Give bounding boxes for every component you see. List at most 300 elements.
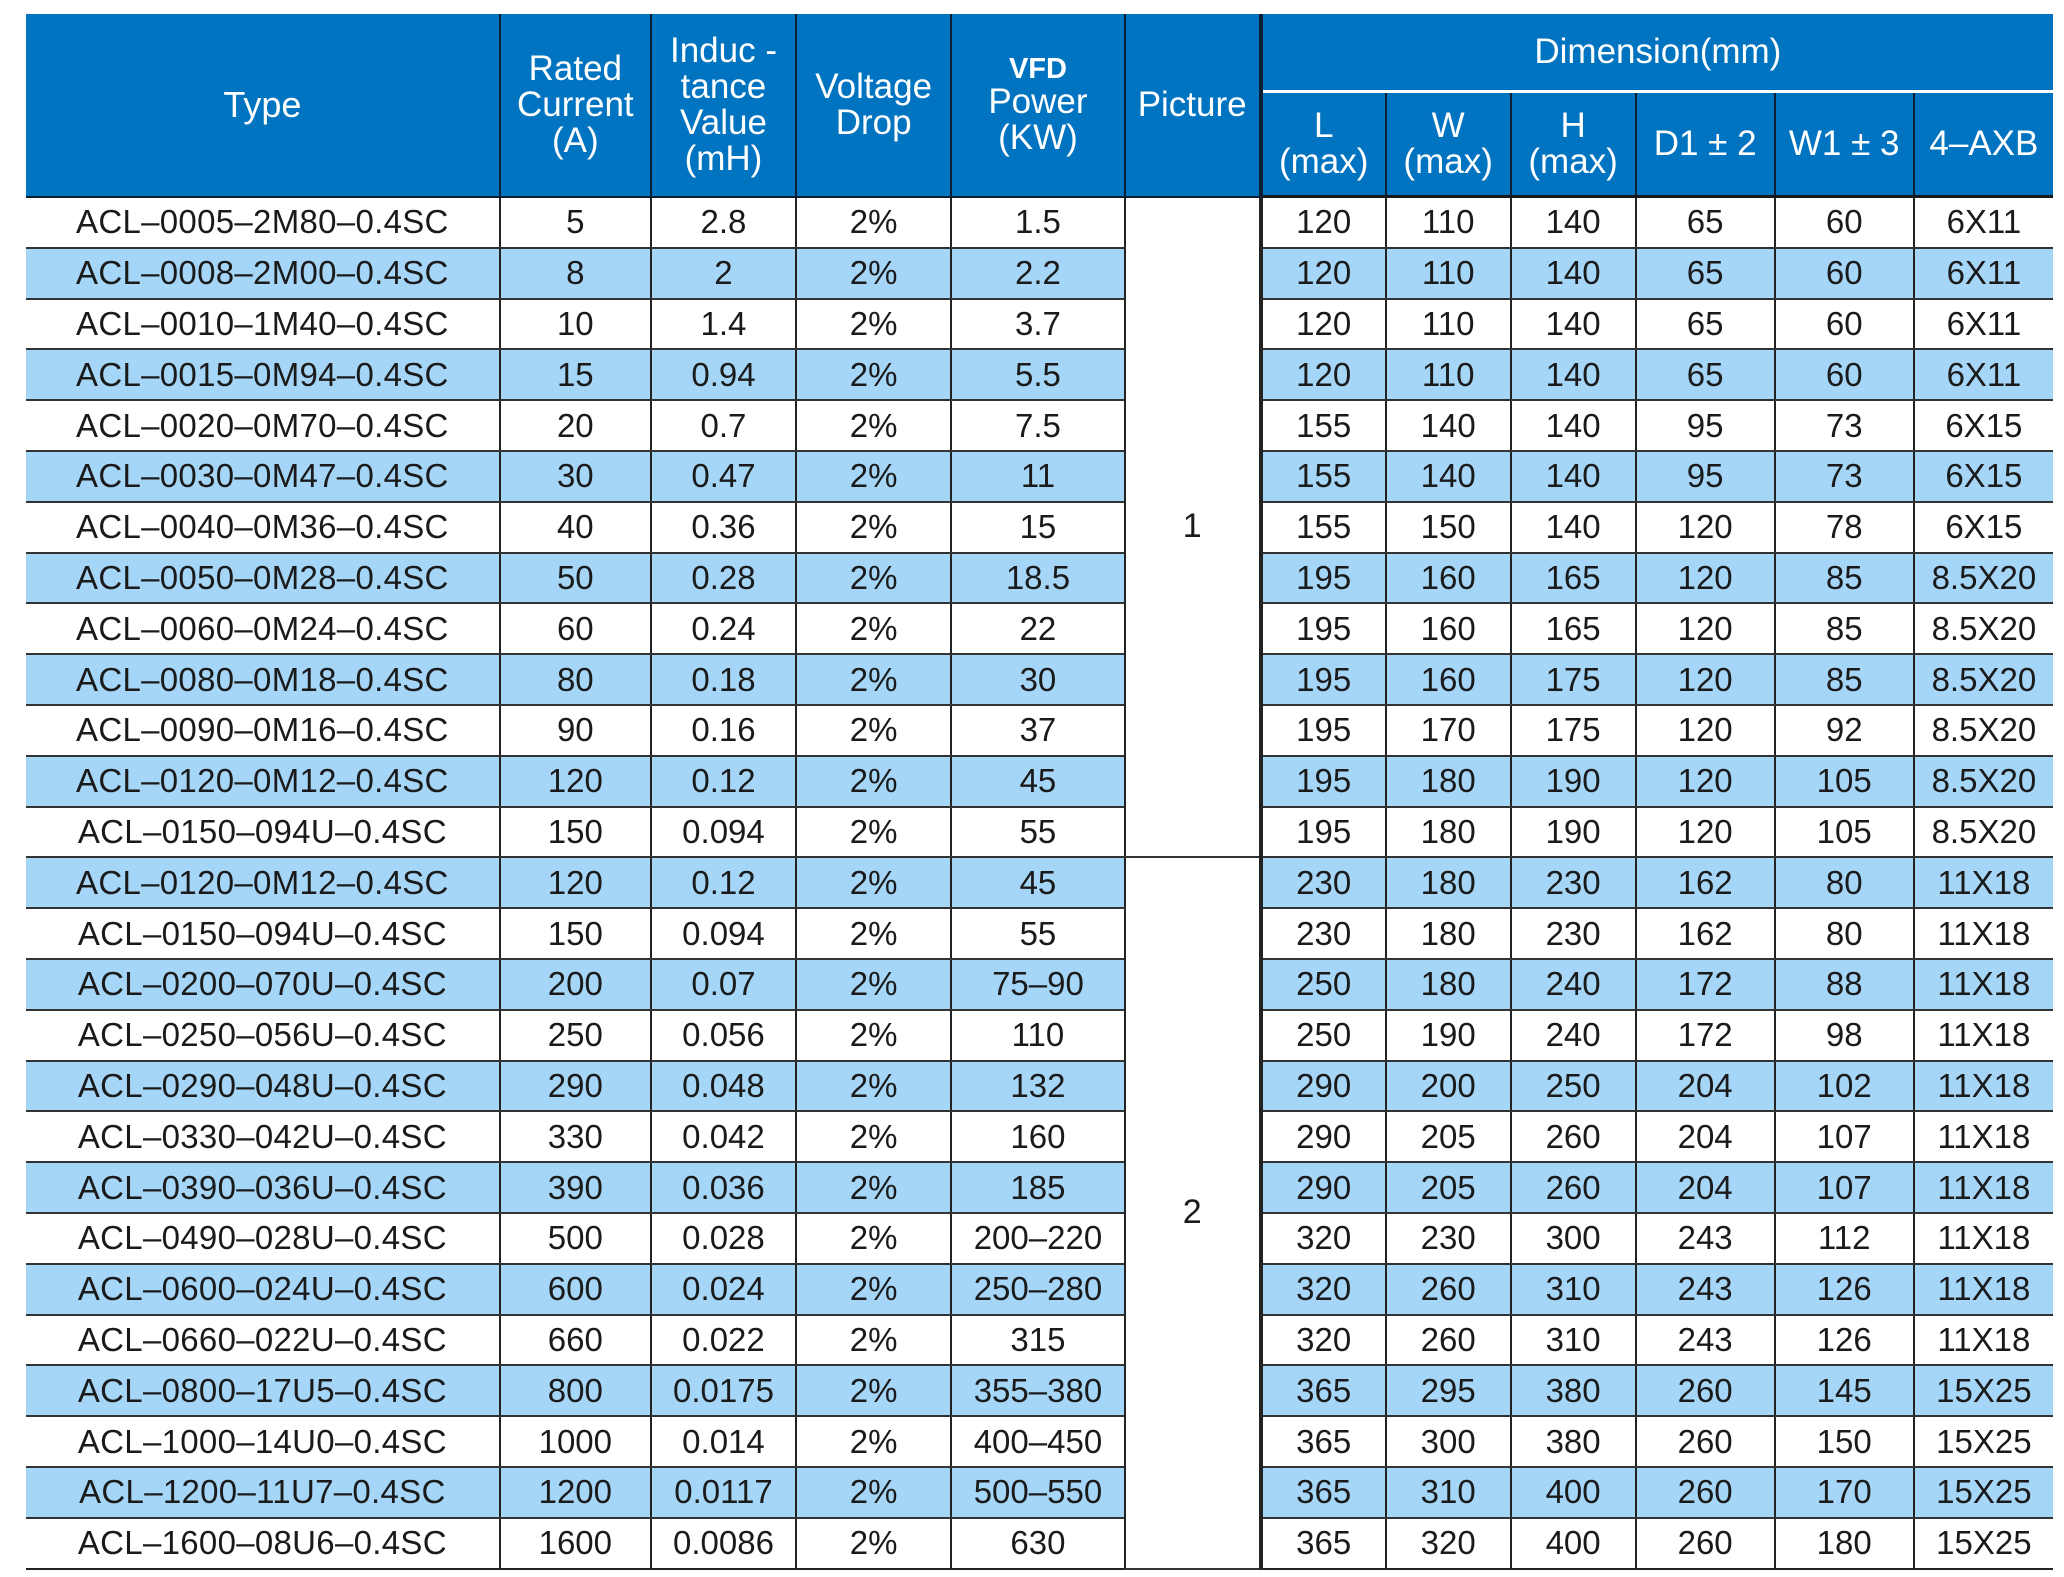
cell-dim-d1: 65 (1636, 248, 1775, 299)
cell-dim-w1: 85 (1775, 603, 1914, 654)
cell-rated-current: 90 (500, 705, 651, 756)
cell-dim-l: 195 (1261, 654, 1386, 705)
cell-inductance: 0.022 (651, 1315, 796, 1366)
header-dim-col-3 (1636, 92, 1775, 197)
cell-inductance: 0.36 (651, 502, 796, 553)
table-row (26, 197, 2053, 248)
cell-inductance: 0.036 (651, 1162, 796, 1213)
cell-type: ACL–0005–2M80–0.4SC (26, 197, 500, 248)
cell-vfd-power: 2.2 (951, 248, 1124, 299)
cell-vfd-power: 355–380 (951, 1365, 1124, 1416)
cell-type: ACL–0008–2M00–0.4SC (26, 248, 500, 299)
cell-dim-d1: 120 (1636, 603, 1775, 654)
header-dim-col-2-line1: H (1560, 106, 1586, 145)
cell-dim-h: 380 (1511, 1365, 1636, 1416)
cell-dim-l: 290 (1261, 1162, 1386, 1213)
cell-dim-l: 195 (1261, 553, 1386, 604)
table-row (26, 1467, 2053, 1518)
header-inductance-line3: Value (680, 102, 767, 142)
header-picture: Picture (1125, 14, 1261, 197)
cell-rated-current: 330 (500, 1111, 651, 1162)
cell-vfd-power: 55 (951, 908, 1124, 959)
header-dim-col-1-line1: W (1431, 106, 1465, 145)
header-vfd-power (951, 14, 1124, 197)
cell-vfd-power: 30 (951, 654, 1124, 705)
table-row (26, 502, 2053, 553)
cell-vfd-power: 45 (951, 756, 1124, 807)
cell-dim-axb: 15X25 (1914, 1467, 2053, 1518)
cell-voltage-drop: 2% (796, 959, 951, 1010)
header-rated-current-line3: (A) (551, 120, 599, 160)
cell-inductance: 0.07 (651, 959, 796, 1010)
cell-dim-d1: 260 (1636, 1518, 1775, 1569)
cell-type: ACL–0080–0M18–0.4SC (26, 654, 500, 705)
cell-dim-w: 160 (1386, 603, 1511, 654)
cell-rated-current: 80 (500, 654, 651, 705)
header-vfd-power-line3: (KW) (998, 117, 1078, 157)
cell-dim-l: 155 (1261, 451, 1386, 502)
cell-voltage-drop: 2% (796, 1467, 951, 1518)
cell-dim-h: 400 (1511, 1467, 1636, 1518)
table-row (26, 553, 2053, 604)
cell-dim-axb: 11X18 (1914, 908, 2053, 959)
cell-vfd-power: 250–280 (951, 1264, 1124, 1315)
cell-dim-w: 310 (1386, 1467, 1511, 1518)
cell-rated-current: 10 (500, 299, 651, 350)
cell-type: ACL–0050–0M28–0.4SC (26, 553, 500, 604)
table-header (26, 14, 2053, 197)
header-dim-col-3-line1: D1 ± 2 (1653, 124, 1757, 163)
cell-inductance: 0.16 (651, 705, 796, 756)
cell-inductance: 0.042 (651, 1111, 796, 1162)
cell-voltage-drop: 2% (796, 197, 951, 248)
cell-voltage-drop: 2% (796, 857, 951, 908)
cell-dim-w1: 88 (1775, 959, 1914, 1010)
cell-inductance: 2 (651, 248, 796, 299)
table-row (26, 807, 2053, 858)
cell-dim-d1: 120 (1636, 756, 1775, 807)
cell-dim-w: 180 (1386, 857, 1511, 908)
cell-dim-w: 230 (1386, 1213, 1511, 1264)
cell-dim-d1: 120 (1636, 502, 1775, 553)
cell-vfd-power: 7.5 (951, 400, 1124, 451)
header-dim-col-4-line1: W1 ± 3 (1788, 124, 1900, 163)
cell-inductance: 0.12 (651, 857, 796, 908)
table-row (26, 1518, 2053, 1569)
cell-dim-h: 140 (1511, 248, 1636, 299)
cell-vfd-power: 160 (951, 1111, 1124, 1162)
header-inductance-line4: (mH) (684, 138, 763, 178)
cell-dim-w1: 98 (1775, 1010, 1914, 1061)
cell-dim-d1: 65 (1636, 299, 1775, 350)
cell-dim-h: 140 (1511, 197, 1636, 248)
cell-dim-h: 380 (1511, 1416, 1636, 1467)
cell-inductance: 0.47 (651, 451, 796, 502)
cell-inductance: 0.028 (651, 1213, 796, 1264)
cell-rated-current: 150 (500, 908, 651, 959)
header-voltage-drop-line1: Voltage (815, 66, 933, 106)
table-row (26, 1315, 2053, 1366)
cell-dim-axb: 11X18 (1914, 1315, 2053, 1366)
cell-rated-current: 5 (500, 197, 651, 248)
cell-type: ACL–0250–056U–0.4SC (26, 1010, 500, 1061)
cell-dim-d1: 162 (1636, 908, 1775, 959)
cell-voltage-drop: 2% (796, 1111, 951, 1162)
cell-rated-current: 40 (500, 502, 651, 553)
cell-dim-d1: 172 (1636, 1010, 1775, 1061)
header-voltage-drop (796, 14, 951, 197)
cell-inductance: 0.28 (651, 553, 796, 604)
cell-vfd-power: 18.5 (951, 553, 1124, 604)
cell-rated-current: 1200 (500, 1467, 651, 1518)
cell-dim-w: 205 (1386, 1111, 1511, 1162)
cell-voltage-drop: 2% (796, 1264, 951, 1315)
header-inductance-line1: Induc - (669, 30, 777, 70)
cell-voltage-drop: 2% (796, 553, 951, 604)
cell-inductance: 1.4 (651, 299, 796, 350)
cell-dim-l: 195 (1261, 756, 1386, 807)
header-inductance-line2: tance (680, 66, 767, 106)
cell-type: ACL–0800–17U5–0.4SC (26, 1365, 500, 1416)
cell-rated-current: 20 (500, 400, 651, 451)
cell-dim-w1: 102 (1775, 1061, 1914, 1112)
cell-inductance: 0.048 (651, 1061, 796, 1112)
cell-dim-axb: 6X11 (1914, 299, 2053, 350)
header-vfd-power-line1: VFD (1008, 52, 1067, 85)
table-row (26, 299, 2053, 350)
cell-dim-h: 260 (1511, 1111, 1636, 1162)
header-dim-col-2 (1511, 92, 1636, 197)
table-row (26, 756, 2053, 807)
table-row (26, 857, 2053, 908)
cell-rated-current: 1000 (500, 1416, 651, 1467)
cell-dim-w1: 78 (1775, 502, 1914, 553)
cell-rated-current: 8 (500, 248, 651, 299)
cell-dim-axb: 15X25 (1914, 1416, 2053, 1467)
cell-dim-h: 140 (1511, 349, 1636, 400)
cell-dim-axb: 8.5X20 (1914, 603, 2053, 654)
cell-dim-w1: 180 (1775, 1518, 1914, 1569)
cell-dim-w: 300 (1386, 1416, 1511, 1467)
cell-dim-w: 295 (1386, 1365, 1511, 1416)
cell-voltage-drop: 2% (796, 502, 951, 553)
cell-dim-l: 250 (1261, 959, 1386, 1010)
cell-inductance: 2.8 (651, 197, 796, 248)
cell-dim-l: 250 (1261, 1010, 1386, 1061)
cell-vfd-power: 45 (951, 857, 1124, 908)
cell-rated-current: 15 (500, 349, 651, 400)
cell-rated-current: 800 (500, 1365, 651, 1416)
cell-type: ACL–0330–042U–0.4SC (26, 1111, 500, 1162)
cell-dim-w: 180 (1386, 756, 1511, 807)
cell-dim-w: 110 (1386, 248, 1511, 299)
cell-dim-w: 190 (1386, 1010, 1511, 1061)
header-rated-current-line1: Rated (528, 48, 623, 88)
header-dim-col-0 (1261, 92, 1386, 197)
header-dim-col-5 (1914, 92, 2053, 197)
cell-type: ACL–0200–070U–0.4SC (26, 959, 500, 1010)
header-vfd-power-line2: Power (988, 81, 1088, 121)
cell-dim-axb: 11X18 (1914, 959, 2053, 1010)
cell-inductance: 0.12 (651, 756, 796, 807)
cell-type: ACL–0150–094U–0.4SC (26, 807, 500, 858)
cell-inductance: 0.056 (651, 1010, 796, 1061)
cell-voltage-drop: 2% (796, 248, 951, 299)
cell-dim-axb: 6X15 (1914, 502, 2053, 553)
cell-dim-l: 365 (1261, 1467, 1386, 1518)
cell-dim-w: 170 (1386, 705, 1511, 756)
cell-dim-d1: 120 (1636, 807, 1775, 858)
cell-type: ACL–1600–08U6–0.4SC (26, 1518, 500, 1569)
cell-inductance: 0.18 (651, 654, 796, 705)
cell-inductance: 0.014 (651, 1416, 796, 1467)
table-row (26, 1264, 2053, 1315)
cell-dim-h: 310 (1511, 1264, 1636, 1315)
cell-dim-w1: 60 (1775, 197, 1914, 248)
cell-voltage-drop: 2% (796, 299, 951, 350)
cell-rated-current: 30 (500, 451, 651, 502)
cell-type: ACL–0040–0M36–0.4SC (26, 502, 500, 553)
cell-type: ACL–0120–0M12–0.4SC (26, 756, 500, 807)
cell-dim-w1: 105 (1775, 807, 1914, 858)
cell-rated-current: 290 (500, 1061, 651, 1112)
header-type: Type (26, 14, 500, 197)
cell-dim-d1: 260 (1636, 1467, 1775, 1518)
cell-dim-l: 195 (1261, 603, 1386, 654)
cell-dim-l: 195 (1261, 807, 1386, 858)
cell-dim-l: 320 (1261, 1315, 1386, 1366)
cell-voltage-drop: 2% (796, 1518, 951, 1569)
cell-dim-axb: 11X18 (1914, 1010, 2053, 1061)
cell-dim-h: 260 (1511, 1162, 1636, 1213)
cell-type: ACL–0020–0M70–0.4SC (26, 400, 500, 451)
spec-table-container (26, 14, 2053, 1570)
cell-dim-w1: 107 (1775, 1111, 1914, 1162)
cell-voltage-drop: 2% (796, 1416, 951, 1467)
cell-dim-h: 165 (1511, 553, 1636, 604)
table-row (26, 908, 2053, 959)
cell-type: ACL–1200–11U7–0.4SC (26, 1467, 500, 1518)
table-row (26, 451, 2053, 502)
cell-dim-h: 230 (1511, 908, 1636, 959)
cell-vfd-power: 22 (951, 603, 1124, 654)
cell-dim-h: 140 (1511, 299, 1636, 350)
cell-dim-d1: 95 (1636, 451, 1775, 502)
cell-dim-axb: 15X25 (1914, 1518, 2053, 1569)
table-body (26, 197, 2053, 1569)
cell-vfd-power: 630 (951, 1518, 1124, 1569)
cell-dim-w: 260 (1386, 1315, 1511, 1366)
cell-dim-d1: 243 (1636, 1315, 1775, 1366)
cell-rated-current: 660 (500, 1315, 651, 1366)
cell-voltage-drop: 2% (796, 807, 951, 858)
cell-inductance: 0.094 (651, 807, 796, 858)
cell-dim-d1: 260 (1636, 1365, 1775, 1416)
cell-voltage-drop: 2% (796, 349, 951, 400)
cell-vfd-power: 185 (951, 1162, 1124, 1213)
cell-dim-axb: 6X11 (1914, 248, 2053, 299)
cell-dim-w: 180 (1386, 908, 1511, 959)
cell-dim-w1: 145 (1775, 1365, 1914, 1416)
cell-dim-w1: 126 (1775, 1264, 1914, 1315)
cell-dim-d1: 204 (1636, 1061, 1775, 1112)
cell-dim-w: 110 (1386, 349, 1511, 400)
cell-rated-current: 120 (500, 756, 651, 807)
table-row (26, 248, 2053, 299)
cell-dim-axb: 11X18 (1914, 1111, 2053, 1162)
table-row (26, 1162, 2053, 1213)
cell-dim-l: 120 (1261, 248, 1386, 299)
cell-dim-h: 250 (1511, 1061, 1636, 1112)
cell-dim-axb: 6X15 (1914, 400, 2053, 451)
cell-inductance: 0.94 (651, 349, 796, 400)
cell-type: ACL–0030–0M47–0.4SC (26, 451, 500, 502)
cell-dim-l: 120 (1261, 197, 1386, 248)
cell-vfd-power: 200–220 (951, 1213, 1124, 1264)
picture-group-2: 2 (1125, 857, 1261, 1568)
cell-dim-d1: 120 (1636, 654, 1775, 705)
cell-dim-w: 160 (1386, 654, 1511, 705)
cell-dim-w: 320 (1386, 1518, 1511, 1569)
cell-dim-h: 240 (1511, 959, 1636, 1010)
cell-vfd-power: 5.5 (951, 349, 1124, 400)
cell-inductance: 0.0086 (651, 1518, 796, 1569)
cell-dim-w: 200 (1386, 1061, 1511, 1112)
cell-voltage-drop: 2% (796, 400, 951, 451)
cell-dim-axb: 6X11 (1914, 197, 2053, 248)
cell-dim-axb: 6X11 (1914, 349, 2053, 400)
cell-dim-w1: 73 (1775, 451, 1914, 502)
cell-vfd-power: 400–450 (951, 1416, 1124, 1467)
cell-dim-axb: 11X18 (1914, 1061, 2053, 1112)
table-row (26, 1365, 2053, 1416)
cell-dim-l: 290 (1261, 1111, 1386, 1162)
cell-dim-h: 175 (1511, 654, 1636, 705)
cell-dim-w: 180 (1386, 807, 1511, 858)
cell-voltage-drop: 2% (796, 1213, 951, 1264)
cell-dim-h: 240 (1511, 1010, 1636, 1061)
cell-dim-h: 300 (1511, 1213, 1636, 1264)
cell-dim-w1: 85 (1775, 654, 1914, 705)
cell-voltage-drop: 2% (796, 1061, 951, 1112)
reactor-spec-table (26, 14, 2053, 1570)
cell-dim-w1: 85 (1775, 553, 1914, 604)
cell-voltage-drop: 2% (796, 654, 951, 705)
cell-dim-d1: 204 (1636, 1111, 1775, 1162)
cell-vfd-power: 500–550 (951, 1467, 1124, 1518)
cell-vfd-power: 132 (951, 1061, 1124, 1112)
cell-dim-d1: 120 (1636, 553, 1775, 604)
table-row (26, 1213, 2053, 1264)
cell-vfd-power: 1.5 (951, 197, 1124, 248)
cell-dim-d1: 243 (1636, 1264, 1775, 1315)
cell-type: ACL–1000–14U0–0.4SC (26, 1416, 500, 1467)
header-dim-col-0-line2: (max) (1278, 142, 1369, 181)
header-dimension: Dimension(mm) (1261, 14, 2053, 92)
table-row (26, 705, 2053, 756)
header-dim-col-0-line1: L (1313, 106, 1334, 145)
cell-vfd-power: 37 (951, 705, 1124, 756)
header-inductance (651, 14, 796, 197)
cell-dim-h: 230 (1511, 857, 1636, 908)
cell-dim-h: 140 (1511, 502, 1636, 553)
cell-rated-current: 120 (500, 857, 651, 908)
cell-inductance: 0.7 (651, 400, 796, 451)
cell-dim-w1: 107 (1775, 1162, 1914, 1213)
cell-dim-w: 140 (1386, 400, 1511, 451)
cell-type: ACL–0290–048U–0.4SC (26, 1061, 500, 1112)
header-rated-current-line2: Current (516, 84, 634, 124)
cell-dim-w: 110 (1386, 299, 1511, 350)
cell-dim-w1: 73 (1775, 400, 1914, 451)
table-row (26, 1010, 2053, 1061)
table-row (26, 603, 2053, 654)
cell-dim-l: 120 (1261, 299, 1386, 350)
cell-inductance: 0.024 (651, 1264, 796, 1315)
cell-dim-w: 160 (1386, 553, 1511, 604)
cell-dim-h: 310 (1511, 1315, 1636, 1366)
cell-dim-axb: 8.5X20 (1914, 705, 2053, 756)
cell-dim-w1: 60 (1775, 299, 1914, 350)
cell-dim-l: 230 (1261, 857, 1386, 908)
cell-vfd-power: 110 (951, 1010, 1124, 1061)
cell-type: ACL–0490–028U–0.4SC (26, 1213, 500, 1264)
cell-voltage-drop: 2% (796, 1162, 951, 1213)
cell-dim-h: 140 (1511, 451, 1636, 502)
cell-dim-d1: 172 (1636, 959, 1775, 1010)
cell-dim-w1: 80 (1775, 857, 1914, 908)
cell-dim-h: 190 (1511, 807, 1636, 858)
cell-dim-w: 180 (1386, 959, 1511, 1010)
cell-rated-current: 50 (500, 553, 651, 604)
cell-voltage-drop: 2% (796, 1010, 951, 1061)
cell-dim-w1: 112 (1775, 1213, 1914, 1264)
cell-dim-w1: 150 (1775, 1416, 1914, 1467)
cell-dim-l: 365 (1261, 1365, 1386, 1416)
cell-rated-current: 250 (500, 1010, 651, 1061)
cell-dim-l: 290 (1261, 1061, 1386, 1112)
cell-dim-l: 195 (1261, 705, 1386, 756)
header-voltage-drop-line2: Drop (835, 102, 912, 142)
cell-vfd-power: 315 (951, 1315, 1124, 1366)
cell-dim-w: 140 (1386, 451, 1511, 502)
header-rated-current (500, 14, 651, 197)
cell-type: ACL–0010–1M40–0.4SC (26, 299, 500, 350)
cell-voltage-drop: 2% (796, 1365, 951, 1416)
cell-dim-w1: 92 (1775, 705, 1914, 756)
cell-dim-l: 155 (1261, 502, 1386, 553)
cell-type: ACL–0600–024U–0.4SC (26, 1264, 500, 1315)
cell-dim-w: 205 (1386, 1162, 1511, 1213)
cell-dim-d1: 65 (1636, 349, 1775, 400)
cell-rated-current: 390 (500, 1162, 651, 1213)
cell-vfd-power: 15 (951, 502, 1124, 553)
table-row (26, 1061, 2053, 1112)
table-row (26, 1416, 2053, 1467)
cell-dim-l: 365 (1261, 1416, 1386, 1467)
cell-dim-axb: 8.5X20 (1914, 756, 2053, 807)
cell-dim-l: 155 (1261, 400, 1386, 451)
cell-dim-axb: 15X25 (1914, 1365, 2053, 1416)
cell-voltage-drop: 2% (796, 451, 951, 502)
cell-rated-current: 600 (500, 1264, 651, 1315)
cell-inductance: 0.094 (651, 908, 796, 959)
table-row (26, 959, 2053, 1010)
cell-dim-axb: 8.5X20 (1914, 553, 2053, 604)
header-dim-col-2-line2: (max) (1528, 142, 1618, 181)
cell-voltage-drop: 2% (796, 908, 951, 959)
cell-dim-d1: 243 (1636, 1213, 1775, 1264)
